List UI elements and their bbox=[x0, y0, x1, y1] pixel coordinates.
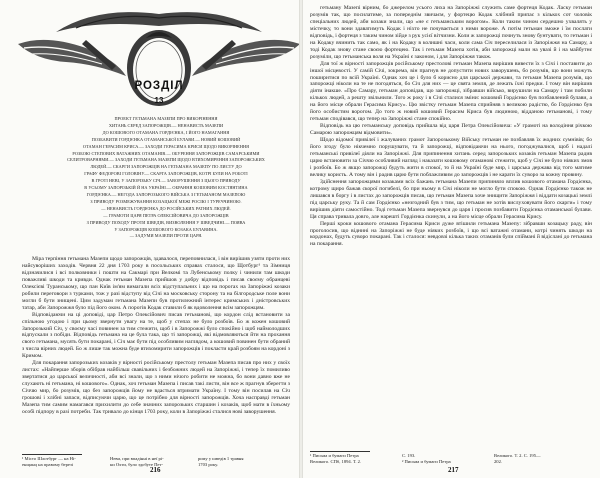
footnote-text: ки Охти, було здобуте Пет- bbox=[110, 462, 164, 467]
footnote-text: енщанц на правому березі bbox=[22, 462, 74, 467]
footnote-text: рому у шведів 1 травня bbox=[198, 456, 244, 461]
summary-line: ЛЮДЕЙ.— СКАРГИ ЗАПОРОЖЦІВ НА ГЕТЬМАНА МАЗЕПУ ПО ЛИСТУ ДО bbox=[90, 164, 242, 170]
summary-line: ХИТАНЬ СЕРЕД ЗАПОРОЖЦІВ.— НЕНАВИСТЬ МАЗЕПИ bbox=[108, 122, 224, 128]
right-page-number: 217 bbox=[448, 466, 459, 474]
summary-line: ПРОЕКТ ГЕТЬМАНА МАЗЕПИ ПРО ВИКОРІНЕННЯ bbox=[114, 116, 218, 121]
paragraph: Для покарання запорозьких козаків у вірності російському престолу гетьман Мазепа писав про них у своїх листах: «Найперше зборів обібрав найбільш свавільних і безбожних людей на Запоріжжі, і тепер їх помиливо звертатися до царської величності, аби всі знали, що з ними нічого робити не можна, бо вони давно вже не слухають ні гетьмана, ні кошового». Однак, хоч гетьман Мазепа і писав такі листи, він все ж прагнув зберегти з Січчю мир, бо розумів, що без запорожців йому не вдасться втримати Україну. І тому він посилав на Січ грошові і хлібні запаси, відписуючи царю, що це потрібно для вірності запорожців. Хоча насправді гетьман Мазепа тим самим намагався прихилити до себе значних запорозьких старшин і козаків, щоб мати в їхньому особі підпору в разі потреби. Так тривало до кінця 1703 року, коли в Запоріжжі сталися нові заворушення. bbox=[22, 360, 290, 415]
footnote-text: ² Письма и бумаги Петра bbox=[402, 459, 451, 464]
footnote-text: ¹ Письма и бумаги Петра bbox=[310, 453, 359, 458]
paragraph: Щодо відомої привілеї і жалуваних грамот Запорозькому Війську гетьман не позбавляв їх жодних сумнівів; бо його згоду було нікчемно порушувати, та й запорожці, відповідаючи на нього, погоджувалися, щоб і надалі гетьманські привілеї діяли на Запоріжжі. Для припинення хитань серед запорозьких козаків гетьман Мазепа радив царю встановити за Січчю особливий нагляд і наказати кошовому отаманові стежити, щоб у Січі не було ніяких змов і розбоїв. Бо ж якщо запорожці будуть жити в спокої, то й на Україні буде мир, і царська держава від того матиме велику користь. А тому він і радив царю бути поблажливим до запорожців і не карати їх суворо за кожну провину. bbox=[310, 137, 592, 178]
left-body-text bbox=[22, 256, 290, 416]
chapter-ornament bbox=[16, 4, 300, 112]
footnote-text: Великого. Т. 2. С. 195— bbox=[494, 453, 541, 458]
summary-line: ГОРДІЄНКА.— НЕГОДА ЗАПОРОЗЬКОГО ВІЙСЬКА З ГЕТЬМАНОМ МАЗЕПОЮ bbox=[86, 191, 246, 197]
summary-line: — ГРАМОТИ ЦАРЯ ПЕТРА ОЛЕКСІЙОВИЧА ДО ЗАПОРОЖЦІВ bbox=[103, 212, 229, 218]
left-footnote-rule bbox=[22, 454, 82, 455]
summary-line: З ПРИВОДУ ПОХОДУ ПРОТИ ШВЕДІВ, ВИЗВОЛЕННЯ У ШВЕДЧИНІ.— ПОЯВА bbox=[86, 219, 246, 225]
summary-line: У ЗАПОРОЖЦІВ КОШОВОГО КОЗАКА БУЛАВИНА. bbox=[114, 226, 218, 232]
summary-line: ДО КОШОВОГО ОТАМАНА ГОРДІЄНКА, І ЙОГО НАМАГАННЯ bbox=[102, 129, 230, 135]
summary-line: ГРАФУ ФЕДОРОВІ ГОЛОВІНУ.— СКАРГА ЗАПОРОЖЦІВ, КОТРІ БУЛИ НА РОБОТІ bbox=[84, 171, 248, 177]
paragraph: Здійснення запорожцями козаками всіх бажань гетьмана Мазепи припиняло вплив кошового отамана Гордієнка, котрому щиро бажав скорої погибелі, бо при ньому в Січі ніколи не могло бути спокою. Однак Гордієнко також не лишався в боргу і в листах до запорожців писав, що гетьман Мазепа хоче знищити Запоріжжя і віддати козацькі землі під царську руку. Та й сам Гордієнко «незгодний був з тим, що гетьман не хотів вислуховувати його скарги» і тому вирішив діяти самостійно. Тоді гетьман Мазепа звернувся до царя і просив позбавити Гордієнка отаманської булави. Ця справа тривала довго, але нарешті Гордієнка скинули, а на його місце обрали Герасима Крису. bbox=[310, 178, 592, 220]
summary-line: — ЗАДУМИ МАЗЕПИ ПРОТИ ЦАРЯ. bbox=[129, 233, 203, 239]
left-page-number: 216 bbox=[150, 466, 161, 474]
right-footnote-rule bbox=[310, 451, 370, 452]
footnote-text: 202. bbox=[494, 459, 503, 464]
footnote-text: ¹ Місто Шлотбург — на Ні- bbox=[22, 456, 76, 461]
book-gutter bbox=[299, 0, 303, 478]
paragraph: гетьману Мазепі вірним, бо джерелом усього лиха на Запоріжжі служить саме фортеця Кодак. Ласку гетьман розумів так, що посилатиме, за попереднім звичаєм, у фортецю Кодак хлібний припас з кількох сот чоловік спеціальних людей, аби козаки знали, що «не є гетьманським ворогом». Коли таким чином сердешно ухвалять у містечку, то вони здаватимуть Кодак і ніхто не почувається з ними вороже. А потім гетьман зможе і їм послати відповідь, і фортеця з таким чином зійде з рук усієї вітчизни. Коли ж запорожці почнуть знову бунтувати, то гетьман і на Кодаку вчинить так само, як і на Кодаку в колишні часи, коли сама Січ переселилася із Запоріжжя на Самару, а тоді Кодак знову стане своєю фортецею. Так і гетьман Мазепа хотів, аби запорожці мали на увазі й і на майбутнє розуміли, що гетьманська воля на Україні є законом, і для Запоріжжя також. bbox=[310, 5, 592, 60]
summary-line: РОЗБОЮ СТЕПОВИХ ВАТАЖНИХ ОТАМАНІВ.— ОБУРЕННЯ ЗАПОРОЖЦІВ САМАРСЬКИМИ bbox=[72, 150, 260, 156]
summary-line: — НЕНАВИСТЬ ГОРДІЄНКА ДО РОСІЙСЬКИХ РАТНИХ ЛЮДЕЙ. bbox=[101, 205, 231, 211]
chapter-summary bbox=[54, 116, 278, 240]
summary-line: В ГРОТІ НЕВІ, У ЗАПОРІЗЬКУ СІЧ.— ЗАВОРУШЕННЯ З ЦЬОГО ПРИВОДУ bbox=[91, 178, 241, 184]
paragraph: Відповідаючи на ці доповіді, цар Петро Олексійович писав гетьманові, що кордон слід встановити за спільною угодою і при цьому звернути увагу на те, щоб у степах не було розбоїв. Бо ж кожен кошовий Запорозький Січ, у своєму часі повинен за тим стежити, щоб і в Запорожжі було спокійно і щоб наймолодших відпускали з побіди. Відповідь гетьмана на це була така, що ті запорожці, які відмовляються йти на прохання свого гетьмана, мусять бути покарані, і Січ має бути під особливим наглядом, а кошовий повинен бути обраний з числа вірних людей. Бо ж лише так можна буде втихомирити запорожців і покласти край розбоям на кордоні з Кримом. bbox=[22, 311, 290, 360]
summary-line: СЕЛИТРОВАРНЯМИ.— ЗАХОДИ ГЕТЬМАНА МАЗЕПИ ЩОДО ВТИХОМИРЕННЯ ЗАПОРОЖСЬКИХ bbox=[67, 157, 265, 163]
footnote-text: С. 193. bbox=[402, 453, 416, 458]
paragraph: Перші кроки кошового отамана Герасима Криси дуже втішили гетьмана Мазепу: зібравши козацьку раду, він проголосив, що віднині на Запоріжжі не буде ніяких розбоїв, і що всі ватажні отамани, котрі чинять шкоди на кордонах, будуть суворо покарані. Так і сталося: невдовзі кілька таких отаманів були спіймані й відіслані до гетьмана на покарання. bbox=[310, 220, 592, 248]
right-body-text bbox=[310, 5, 592, 248]
chapter-label: РОЗДІЛ bbox=[134, 80, 184, 92]
summary-line: ПОЗБАВИТИ ГОРДІЄНКА ОТАМАНСЬКОЇ БУЛАВИ.— НОВИЙ КОШОВИЙ bbox=[91, 136, 241, 142]
right-page bbox=[304, 0, 596, 478]
summary-line: З ПРИВОДУ РОЗМЕЖУВАННЯ КОЗАЦЬКОЇ МЕЖІ РОСІЮ І ТУРЕЧЧИНОЮ. bbox=[90, 198, 242, 204]
paragraph: Відповідь на цю гетьманську доповідь прийшла від царя Петра Олексійовича: «У грамоті на володіння річкою Самарою запорожцям відмовити». bbox=[310, 123, 592, 137]
summary-line: ОТАМАН ГЕРАСИМ КРИСА.— ЗАХОДИ ГЕРАСИМА КРИСИ ЩОДО ВИКОРІНЕННЯ bbox=[82, 143, 250, 149]
summary-line: В УСЬОМУ ЗАПОРІЗЬКІЙ Й НА УКРАЇНІ.— ОБРАННЯ КОШОВИМ КОСТЯНТИНА bbox=[84, 185, 248, 191]
paragraph: Для тої ж вірності запорожців російському престолові гетьман Мазепа вирішив вивести їх з Січі і поставити до іншої місцевості. У самій Січі, зокрема, він прагнув не допустити нових заворушень, бо розумів, що вони можуть поширитися по всій Україні. Однак хоч це і було б корисно для царської держави, та гетьман Мазепа розумів, що запорожці ніколи на те не погодяться, бо Січ для них — це свята земля, де лежать їхні предки. І тому він вирішив діяти інакше. «Про Самару, гетьман доповідав, що запорожці, зібравши військо, вирушили на Самару і там побили кількох людей, а решту звільнили. Того ж року і в Січі сталися зміни: кошовий Гордієнко був позбавлений булави, а на його місце обрали Герасима Крису». Цю звістку гетьман Мазепа сприйняв з великою радістю, бо Гордієнко був його особистим ворогом. До того ж новий кошовий Герасим Криса був людиною, відданою гетьманові, і тому гетьман сподівався, що тепер на Запоріжжі стане спокійно. bbox=[310, 60, 592, 123]
footnote-text: Неви, при впадінні в неї рі- bbox=[110, 456, 164, 461]
paragraph: Міра терпіння гетьмана Мазепи щодо запорожців, здавалося, переповнилася, і він вирішив узяти проти них найсуворіших заходів. Червня 22 дня 1703 року в посольських справах сталося, що Щотбург¹ та Зімниця відзначилися і всі полковники і пошти на Сакмарі при Велкомі та Лубенському полку і чинили там шкоди поважливі шкоди та кривди. Однак гетьман Мазепа прийшов у добру відповідь і писав своєму обранцеві Олексієві Туранському, що пан Київ ім'ям вимагали всіх відступальних і що на порогах на Запоріжжі козаки робили переговори з турками, тож у разі відступу від Січі на московську сторону та на білгородське поле вони могли б бути знищені. Цим задумам гетьмана Мазепи був протилежний інтерес кримських і дністровських татар, аби Запорожжя було під його оком. А порогів Кодак ставили б як вдоволення всім запорожцям. bbox=[22, 256, 290, 311]
chapter-number: 13 bbox=[154, 96, 164, 105]
footnote-text: 1703 року. bbox=[198, 462, 219, 467]
footnote-text: Великого. СПб, 1894. Т. 2. bbox=[310, 459, 362, 464]
